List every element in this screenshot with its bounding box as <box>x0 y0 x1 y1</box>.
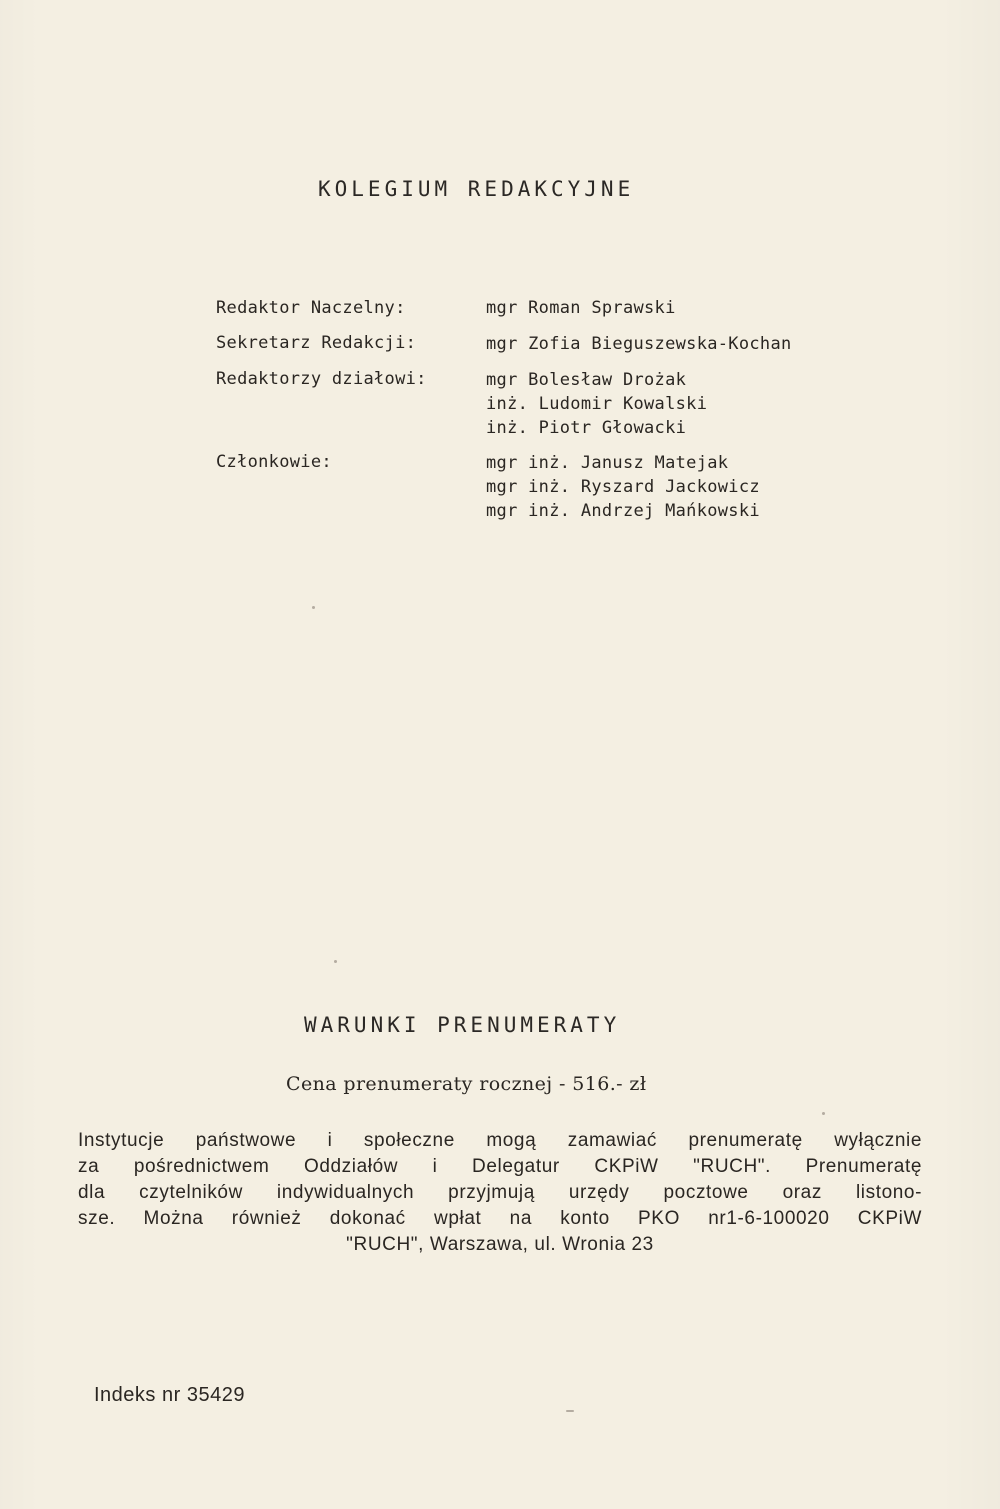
staff-name: mgr Roman Sprawski <box>486 298 676 318</box>
editorial-board-heading: KOLEGIUM REDAKCYJNE <box>318 177 635 201</box>
editor-in-chief-label: Redaktor Naczelny: <box>216 298 406 318</box>
conditions-line: dla czytelników indywidualnych przyjmują urzędy pocztowe oraz listono- <box>78 1182 922 1203</box>
staff-name: mgr Zofia Bieguszewska-Kochan <box>486 334 792 354</box>
paper-speck <box>822 1112 825 1115</box>
subscription-heading: WARUNKI PRENUMERATY <box>304 1013 621 1037</box>
staff-name: mgr inż. Janusz Matejak <box>486 453 729 473</box>
paper-speck <box>566 1410 574 1412</box>
members-label: Członkowie: <box>216 452 332 472</box>
members-names <box>486 451 760 523</box>
section-editors-label: Redaktorzy działowi: <box>216 369 427 389</box>
staff-name: mgr inż. Ryszard Jackowicz <box>486 477 760 497</box>
index-number: Indeks nr 35429 <box>94 1384 245 1406</box>
paper-speck <box>312 606 315 609</box>
staff-name: mgr Bolesław Drożak <box>486 370 687 390</box>
staff-name: inż. Ludomir Kowalski <box>486 394 708 414</box>
paper-speck <box>334 960 337 963</box>
editor-in-chief-names <box>486 296 676 320</box>
subscription-conditions <box>78 1128 922 1258</box>
staff-name: inż. Piotr Głowacki <box>486 418 687 438</box>
conditions-line: sze. Można również dokonać wpłat na konto PKO nr1-6-100020 CKPiW <box>78 1208 922 1229</box>
subscription-price: Cena prenumeraty rocznej - 516.- zł <box>286 1073 647 1095</box>
secretary-names <box>486 332 792 356</box>
staff-name: mgr inż. Andrzej Mańkowski <box>486 501 760 521</box>
conditions-line: "RUCH", Warszawa, ul. Wronia 23 <box>346 1234 654 1255</box>
section-editors-names <box>486 368 707 440</box>
conditions-line: za pośrednictwem Oddziałów i Delegatur CKPiW "RUCH". Prenumeratę <box>78 1156 922 1177</box>
secretary-label: Sekretarz Redakcji: <box>216 333 417 353</box>
conditions-line: Instytucje państwowe i społeczne mogą zamawiać prenumeratę wyłącznie <box>78 1130 922 1151</box>
